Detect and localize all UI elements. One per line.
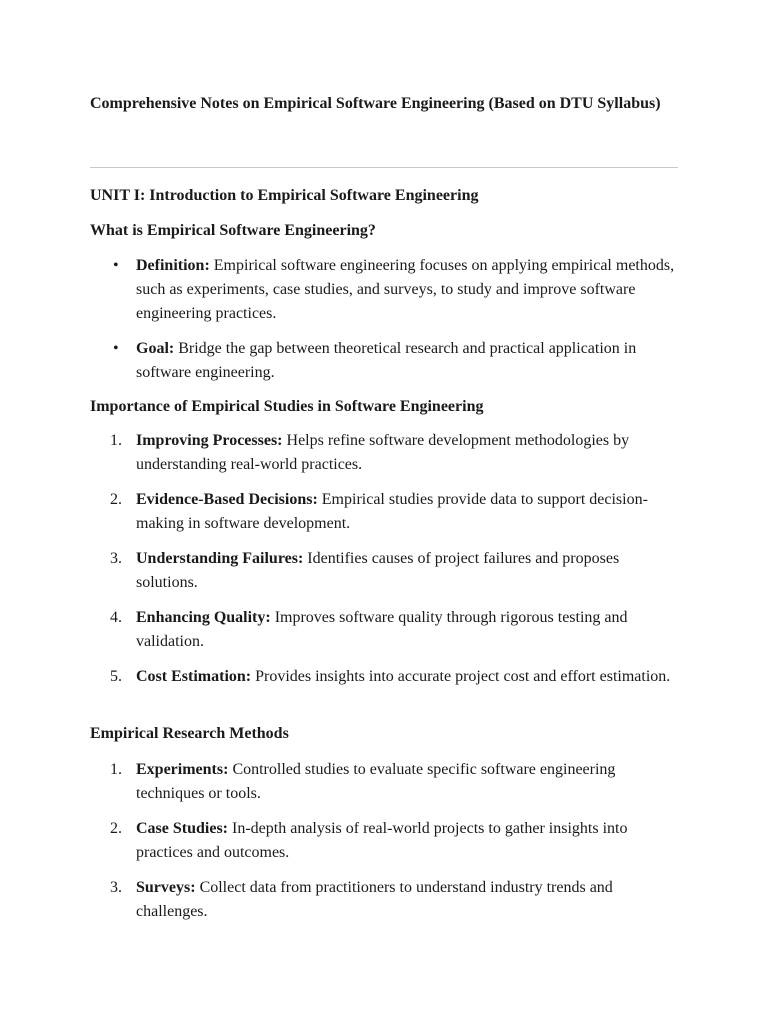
item-term: Cost Estimation: bbox=[136, 668, 252, 685]
item-term: Case Studies: bbox=[136, 820, 229, 837]
list-item bbox=[90, 606, 680, 654]
methods-list bbox=[90, 758, 680, 935]
list-item bbox=[90, 665, 680, 689]
bullet-marker: • bbox=[113, 257, 119, 274]
number-marker: 1. bbox=[110, 432, 122, 449]
item-term: Goal: bbox=[136, 340, 175, 357]
item-text: Identifies causes of project failures and proposes solutions. bbox=[136, 550, 620, 591]
number-marker: 3. bbox=[110, 879, 122, 896]
list-item bbox=[90, 547, 680, 595]
item-term: Evidence-Based Decisions: bbox=[136, 491, 318, 508]
item-text: Empirical studies provide data to support decision-making in software development. bbox=[136, 491, 648, 532]
unit-heading: UNIT I: Introduction to Empirical Software Engineering bbox=[90, 187, 479, 204]
horizontal-divider bbox=[90, 167, 678, 168]
item-text: Bridge the gap between theoretical research and practical application in software engineering. bbox=[136, 340, 637, 381]
number-marker: 2. bbox=[110, 491, 122, 508]
list-item bbox=[90, 488, 680, 536]
item-text: Empirical software engineering focuses on applying empirical methods, such as experiments, case studies, and surveys, to study and improve software engineering practices. bbox=[136, 257, 675, 322]
number-marker: 1. bbox=[110, 761, 122, 778]
number-marker: 2. bbox=[110, 820, 122, 837]
section-heading-what-is: What is Empirical Software Engineering? bbox=[90, 222, 376, 239]
document-title: Comprehensive Notes on Empirical Software Engineering (Based on DTU Syllabus) bbox=[90, 95, 661, 112]
bullet-marker: • bbox=[113, 340, 119, 357]
definition-list bbox=[90, 254, 680, 396]
item-text: Controlled studies to evaluate specific software engineering techniques or tools. bbox=[136, 761, 616, 802]
importance-list bbox=[90, 429, 680, 700]
list-item bbox=[90, 429, 680, 477]
item-text: Collect data from practitioners to understand industry trends and challenges. bbox=[136, 879, 613, 920]
number-marker: 4. bbox=[110, 609, 122, 626]
section-heading-importance: Importance of Empirical Studies in Software Engineering bbox=[90, 398, 484, 415]
list-item bbox=[90, 254, 680, 326]
item-term: Surveys: bbox=[136, 879, 196, 896]
item-text: Helps refine software development methodologies by understanding real-world practices. bbox=[136, 432, 630, 473]
item-text: In-depth analysis of real-world projects to gather insights into practices and outcomes. bbox=[136, 820, 628, 861]
item-text: Provides insights into accurate project cost and effort estimation. bbox=[251, 668, 671, 685]
list-item bbox=[90, 817, 680, 865]
number-marker: 3. bbox=[110, 550, 122, 567]
item-term: Improving Processes: bbox=[136, 432, 283, 449]
number-marker: 5. bbox=[110, 668, 122, 685]
list-item bbox=[90, 876, 680, 924]
item-term: Understanding Failures: bbox=[136, 550, 304, 567]
item-term: Definition: bbox=[136, 257, 210, 274]
section-heading-methods: Empirical Research Methods bbox=[90, 725, 289, 742]
item-term: Enhancing Quality: bbox=[136, 609, 271, 626]
list-item bbox=[90, 758, 680, 806]
list-item bbox=[90, 337, 680, 385]
item-text: Improves software quality through rigorous testing and validation. bbox=[136, 609, 628, 650]
item-term: Experiments: bbox=[136, 761, 229, 778]
